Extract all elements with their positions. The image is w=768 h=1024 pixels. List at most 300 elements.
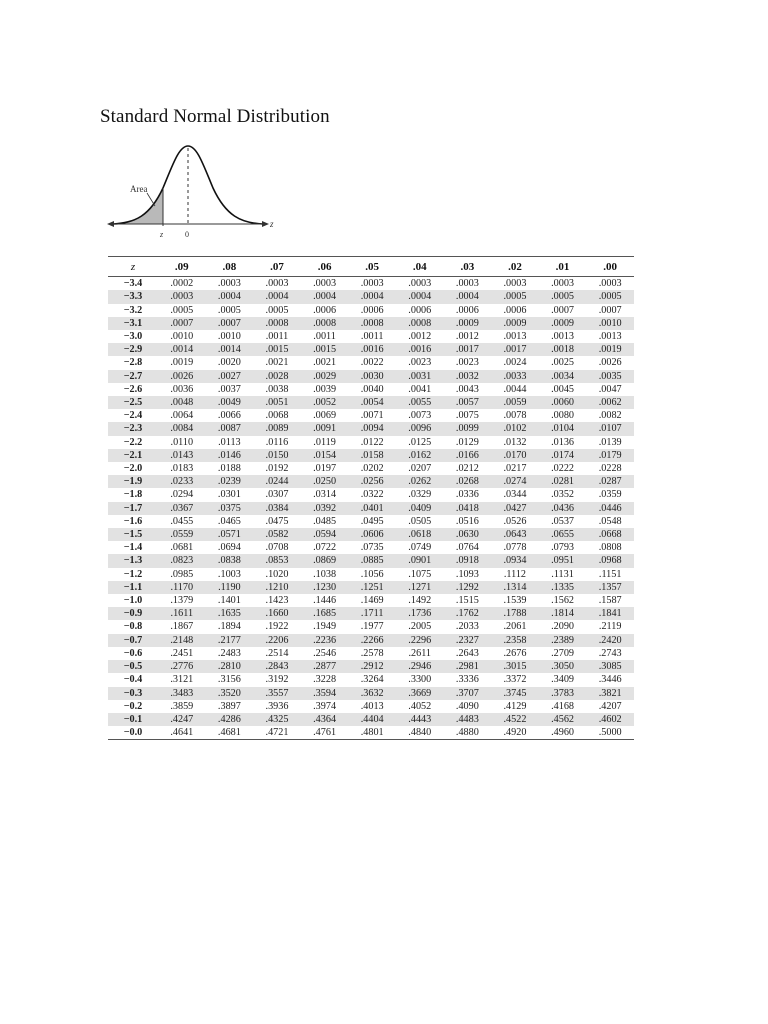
probability-cell: .0035 [598,370,622,382]
probability-cell: .0017 [503,344,527,356]
probability-cell: .1587 [598,595,622,607]
probability-cell: .3015 [503,661,527,673]
probability-cell: .1251 [360,581,384,593]
probability-cell: .1841 [598,608,622,620]
table-row [108,700,634,713]
probability-cell: .0007 [598,304,622,316]
probability-cell: .0004 [360,291,384,303]
probability-cell: .0018 [551,344,574,356]
probability-cell: .0901 [408,555,432,567]
probability-cell: .0023 [408,357,432,369]
probability-cell: .1112 [503,568,527,580]
z-value-cell: −0.6 [123,647,143,659]
probability-cell: .0010 [170,331,194,343]
probability-cell: .3783 [551,687,574,699]
probability-cell: .0071 [360,410,384,422]
probability-cell: .4801 [348,726,396,740]
probability-cell: .0436 [551,502,574,514]
probability-cell: .0119 [313,436,336,448]
probability-cell: .0281 [551,476,574,488]
probability-cell: .0409 [408,502,432,514]
z-value-cell: −3.3 [123,291,143,303]
probability-cell: .4090 [455,700,479,712]
z-value-cell: −0.1 [123,713,143,725]
probability-cell: .0212 [455,463,479,475]
probability-cell: .0183 [170,463,194,475]
probability-cell: .2420 [598,634,622,646]
probability-cell: .2483 [217,647,241,659]
probability-cell: .0537 [551,515,574,527]
probability-cell: .0066 [217,410,241,422]
probability-cell: .0019 [170,357,194,369]
probability-cell: .0026 [170,370,194,382]
table-row [108,660,634,673]
probability-cell: .0294 [170,489,194,501]
z-value-cell: −1.4 [123,542,143,554]
axis-left-arrow [107,221,114,227]
probability-cell: .0268 [455,476,479,488]
z-value-cell: −3.4 [123,278,143,290]
probability-cell: .0375 [217,502,241,514]
probability-cell: .2119 [598,621,622,633]
probability-cell: .1562 [551,595,574,607]
probability-cell: .0025 [551,357,574,369]
probability-cell: .4168 [551,700,574,712]
probability-cell: .0287 [598,476,622,488]
probability-cell: .1423 [265,595,289,607]
probability-cell: .3707 [455,687,479,699]
table-row [108,370,634,383]
zero-tick-label: 0 [185,230,189,239]
probability-cell: .4443 [408,713,432,725]
probability-cell: .0006 [408,304,432,316]
probability-cell: .0044 [503,383,527,395]
probability-cell: .0003 [313,278,337,290]
probability-cell: .1230 [313,581,337,593]
probability-cell: .4207 [598,700,622,712]
z-value-cell: −1.0 [123,595,143,607]
probability-cell: .0011 [265,331,289,343]
probability-cell: .1075 [408,568,432,580]
probability-cell: .0005 [265,304,289,316]
z-value-cell: −2.7 [123,370,143,382]
probability-cell: .2709 [551,647,574,659]
probability-cell: .0885 [360,555,384,567]
probability-cell: .0008 [265,317,289,329]
column-header: .08 [206,257,254,277]
probability-cell: .0344 [503,489,527,501]
probability-cell: .1170 [170,581,194,593]
probability-cell: .0016 [360,344,384,356]
probability-cell: .0008 [360,317,384,329]
probability-cell: .4602 [598,713,622,725]
probability-cell: .0495 [360,515,384,527]
probability-cell: .0006 [455,304,479,316]
probability-cell: .3859 [170,700,194,712]
probability-cell: .0125 [408,436,432,448]
probability-cell: .3264 [360,674,384,686]
probability-cell: .0051 [265,397,289,409]
probability-cell: .0040 [360,383,384,395]
table-row [108,330,634,343]
probability-cell: .1635 [217,608,241,620]
probability-cell: .3821 [598,687,622,699]
probability-cell: .1292 [455,581,479,593]
probability-cell: .0516 [455,515,479,527]
probability-cell: .0722 [313,542,337,554]
probability-cell: .1949 [313,621,337,633]
probability-cell: .0102 [503,423,527,435]
probability-cell: .0099 [455,423,479,435]
probability-cell: .0080 [551,410,574,422]
table-row [108,383,634,396]
probability-cell: .3336 [455,674,479,686]
table-row [108,488,634,501]
probability-cell: .1056 [360,568,384,580]
probability-cell: .3632 [360,687,384,699]
probability-cell: .0110 [170,436,194,448]
probability-cell: .0062 [598,397,622,409]
probability-cell: .0188 [217,463,241,475]
column-header: .03 [444,257,492,277]
probability-cell: .1867 [170,621,194,633]
z-value-cell: −2.8 [123,357,143,369]
probability-cell: .0012 [455,331,479,343]
table-row [108,541,634,554]
probability-cell: .0951 [551,555,574,567]
probability-cell: .0228 [598,463,622,475]
z-value-cell: −2.1 [123,449,143,461]
probability-cell: .2177 [217,634,241,646]
probability-cell: .3897 [217,700,241,712]
probability-cell: .0020 [217,357,241,369]
probability-cell: .2005 [408,621,432,633]
area-leader-line [147,193,155,206]
z-value-cell: −2.9 [123,344,143,356]
probability-cell: .1190 [218,581,241,593]
probability-cell: .4960 [539,726,587,740]
probability-cell: .0505 [408,515,432,527]
z-value-cell: −0.2 [123,700,143,712]
probability-cell: .2148 [170,634,194,646]
probability-cell: .0336 [455,489,479,501]
probability-cell: .3557 [265,687,289,699]
probability-cell: .0082 [598,410,622,422]
probability-cell: .0139 [598,436,622,448]
z-value-cell: −1.1 [123,581,143,593]
probability-cell: .4880 [444,726,492,740]
page-title: Standard Normal Distribution [100,106,330,127]
probability-cell: .0055 [408,397,432,409]
probability-cell: .0367 [170,502,194,514]
probability-cell: .0013 [598,331,622,343]
z-axis-label: z [270,219,274,229]
probability-cell: .0096 [408,423,432,435]
probability-cell: .1660 [265,608,289,620]
probability-cell: .0244 [265,476,289,488]
probability-cell: .0233 [170,476,194,488]
probability-cell: .0307 [265,489,289,501]
table-row [108,647,634,660]
probability-cell: .0793 [551,542,574,554]
probability-cell: .2206 [265,634,289,646]
probability-cell: .3085 [598,661,622,673]
probability-cell: .0069 [313,410,337,422]
z-value-cell: −1.9 [123,476,143,488]
probability-cell: .1894 [217,621,241,633]
probability-cell: .4840 [396,726,444,740]
z-tick-label: z [160,230,164,239]
probability-cell: .2266 [360,634,384,646]
probability-cell: .0047 [598,383,622,395]
probability-cell: .1314 [503,581,527,593]
probability-cell: .0694 [217,542,241,554]
probability-cell: .4286 [217,713,241,725]
probability-cell: .0003 [265,278,289,290]
probability-cell: .0002 [170,278,194,290]
probability-cell: .2676 [503,647,527,659]
probability-cell: .0392 [313,502,337,514]
probability-cell: .0022 [360,357,384,369]
probability-cell: .1151 [598,568,622,580]
table-row [108,528,634,541]
z-value-cell: −3.2 [123,304,143,316]
probability-cell: .4404 [360,713,384,725]
probability-cell: .4761 [301,726,349,740]
probability-cell: .3121 [170,674,194,686]
probability-cell: .0655 [551,529,574,541]
probability-cell: .2912 [360,661,384,673]
z-value-cell: −1.6 [123,515,143,527]
probability-cell: .0030 [360,370,384,382]
probability-cell: .0749 [408,542,432,554]
probability-cell: .4522 [503,713,527,725]
probability-cell: .4681 [206,726,254,740]
column-header: .02 [491,257,539,277]
probability-cell: .3936 [265,700,289,712]
probability-cell: .0009 [503,317,527,329]
probability-cell: .0823 [170,555,194,567]
probability-cell: .3192 [265,674,289,686]
column-header: .01 [539,257,587,277]
probability-cell: .1446 [313,595,337,607]
probability-cell: .2358 [503,634,527,646]
probability-cell: .2033 [455,621,479,633]
probability-cell: .0015 [313,344,337,356]
table-row [108,607,634,620]
probability-cell: .0222 [551,463,574,475]
table-row [108,726,634,740]
probability-cell: .0764 [455,542,479,554]
table-header-row [108,257,634,277]
probability-cell: .0005 [598,291,622,303]
probability-cell: .0170 [503,449,527,461]
probability-cell: .0427 [503,502,527,514]
probability-cell: .0158 [360,449,384,461]
probability-cell: .3520 [217,687,241,699]
probability-cell: .0027 [217,370,241,382]
probability-cell: .4129 [503,700,527,712]
z-value-cell: −0.8 [123,621,143,633]
probability-cell: .4641 [158,726,206,740]
probability-cell: .0017 [455,344,479,356]
probability-cell: .0008 [313,317,337,329]
table-row [108,581,634,594]
table-row [108,436,634,449]
probability-cell: .3669 [408,687,432,699]
probability-cell: .0005 [503,291,527,303]
probability-cell: .0003 [598,278,622,290]
probability-cell: .0202 [360,463,384,475]
column-header: .05 [348,257,396,277]
probability-cell: .4562 [551,713,574,725]
probability-cell: .0007 [217,317,241,329]
probability-cell: .0681 [170,542,194,554]
z-value-cell: −0.5 [123,661,143,673]
normal-curve-illustration [105,138,285,248]
probability-cell: .0010 [217,331,241,343]
probability-cell: .0174 [551,449,574,461]
probability-cell: .0668 [598,529,622,541]
probability-cell: .0007 [170,317,194,329]
probability-cell: .1335 [551,581,574,593]
probability-cell: .0021 [265,357,289,369]
probability-cell: .0192 [265,463,289,475]
probability-cell: .1379 [170,595,194,607]
probability-cell: .0007 [551,304,574,316]
probability-cell: .1038 [313,568,337,580]
z-value-cell: −2.0 [123,463,143,475]
probability-cell: .4325 [265,713,289,725]
probability-cell: .2061 [503,621,527,633]
probability-cell: .0045 [551,383,574,395]
probability-cell: .2514 [265,647,289,659]
probability-cell: .4483 [455,713,479,725]
probability-cell: .0838 [217,555,241,567]
probability-cell: .0107 [598,423,622,435]
z-value-cell: −2.4 [123,410,143,422]
probability-cell: .0006 [360,304,384,316]
column-header: .04 [396,257,444,277]
z-column-header: z [108,257,158,277]
probability-cell: .0036 [170,383,194,395]
probability-cell: .0011 [313,331,336,343]
probability-cell: .2981 [455,661,479,673]
probability-cell: .0026 [598,357,622,369]
table-row [108,502,634,515]
probability-cell: .0197 [313,463,337,475]
probability-cell: .0475 [265,515,289,527]
probability-cell: .0089 [265,423,289,435]
table-row [108,554,634,567]
probability-cell: .0162 [408,449,432,461]
probability-cell: .0143 [170,449,194,461]
probability-cell: .0003 [170,291,194,303]
table-row [108,449,634,462]
probability-cell: .0005 [217,304,241,316]
z-value-cell: −1.7 [123,502,143,514]
probability-cell: .0009 [551,317,574,329]
probability-cell: .0004 [455,291,479,303]
probability-cell: .0146 [217,449,241,461]
probability-cell: .1539 [503,595,527,607]
column-header: .00 [586,257,634,277]
column-header: .09 [158,257,206,277]
probability-cell: .0039 [313,383,337,395]
probability-cell: .0057 [455,397,479,409]
probability-cell: .0023 [455,357,479,369]
probability-cell: .0256 [360,476,384,488]
table-row [108,304,634,317]
probability-cell: .1762 [455,608,479,620]
probability-cell: .3156 [217,674,241,686]
probability-cell: .0418 [455,502,479,514]
probability-cell: .1401 [217,595,241,607]
probability-cell: .0352 [551,489,574,501]
probability-cell: .0526 [503,515,527,527]
probability-cell: .0041 [408,383,432,395]
probability-cell: .0606 [360,529,384,541]
probability-cell: .0968 [598,555,622,567]
probability-cell: .0113 [218,436,241,448]
probability-cell: .2578 [360,647,384,659]
probability-cell: .0129 [455,436,479,448]
probability-cell: .0059 [503,397,527,409]
probability-cell: .1020 [265,568,289,580]
table-row [108,290,634,303]
probability-cell: .0985 [170,568,194,580]
table-row [108,475,634,488]
probability-cell: .5000 [586,726,634,740]
probability-cell: .0068 [265,410,289,422]
probability-cell: .3050 [551,661,574,673]
probability-cell: .0250 [313,476,337,488]
probability-cell: .2451 [170,647,194,659]
probability-cell: .2643 [455,647,479,659]
probability-cell: .0401 [360,502,384,514]
probability-cell: .4721 [253,726,301,740]
probability-cell: .0179 [598,449,622,461]
probability-cell: .1003 [217,568,241,580]
z-value-cell: −3.1 [123,317,143,329]
probability-cell: .2389 [551,634,574,646]
probability-cell: .0594 [313,529,337,541]
probability-cell: .1093 [455,568,479,580]
probability-cell: .0073 [408,410,432,422]
probability-cell: .0136 [551,436,574,448]
probability-cell: .0207 [408,463,432,475]
z-table-container [108,256,634,740]
probability-cell: .3594 [313,687,337,699]
z-value-cell: −2.3 [123,423,143,435]
probability-cell: .0037 [217,383,241,395]
probability-cell: .0918 [455,555,479,567]
probability-cell: .0006 [503,304,527,316]
z-value-cell: −1.2 [123,568,143,580]
table-row [108,409,634,422]
probability-cell: .1685 [313,608,337,620]
probability-cell: .1271 [408,581,432,593]
probability-cell: .0032 [455,370,479,382]
column-header: .07 [253,257,301,277]
probability-cell: .0301 [217,489,241,501]
probability-cell: .3974 [313,700,337,712]
probability-cell: .1210 [265,581,289,593]
table-row [108,568,634,581]
axis-right-arrow [262,221,269,227]
table-row [108,515,634,528]
z-value-cell: −0.7 [123,634,143,646]
